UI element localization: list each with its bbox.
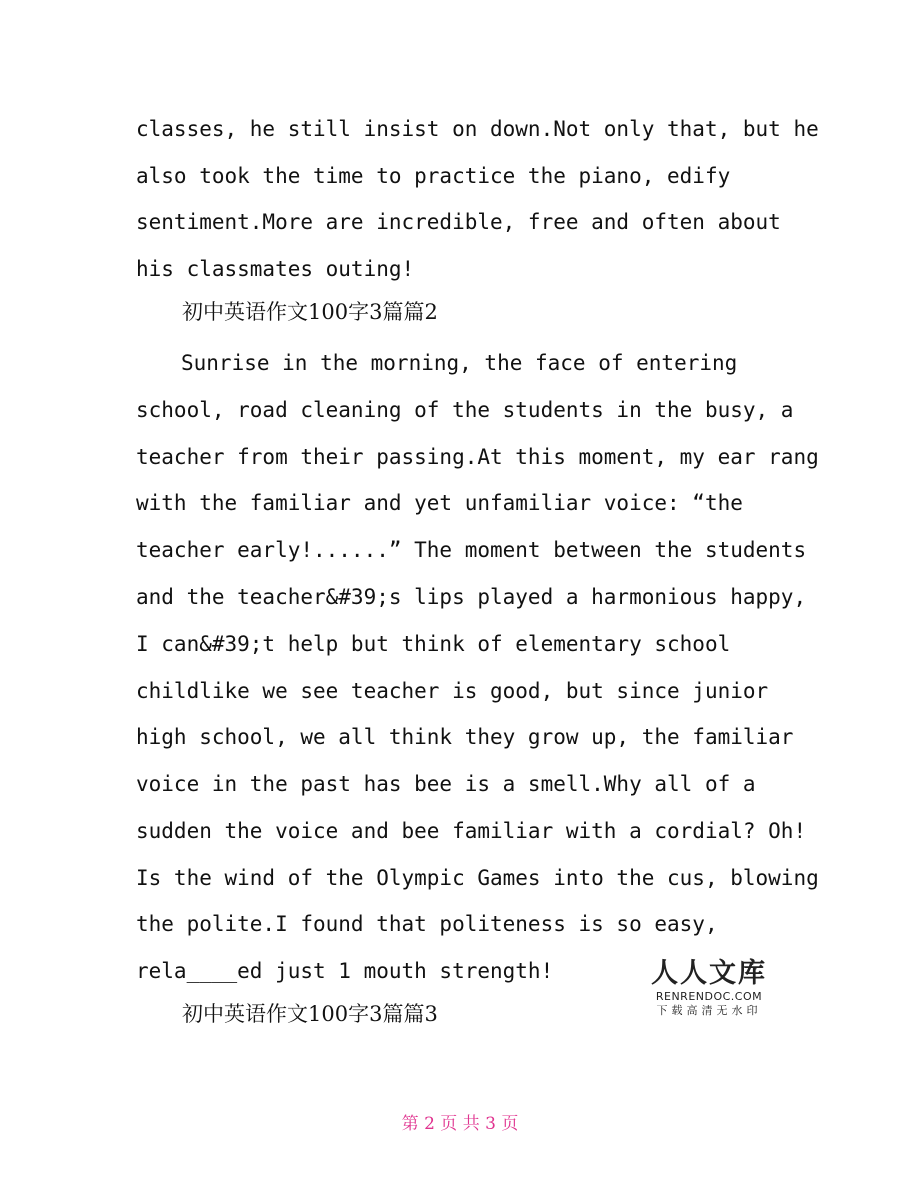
watermark-tagline: 下载高清无水印 [656,1004,762,1017]
paragraph-1-line: also took the time to practice the piano, edify [136,164,731,188]
paragraph-1-line: sentiment.More are incredible, free and often about [136,210,781,234]
paragraph-2-line: I can&#39;t help but think of elementary school [136,632,731,656]
section-heading-2: 初中英语作文100字3篇篇2 [182,300,438,324]
paragraph-2-line: sudden the voice and bee familiar with a cordial? Oh! [136,819,807,843]
paragraph-1-line: classes, he still insist on down.Not only that, but he [136,117,819,141]
paragraph-2-line: high school, we all think they grow up, the familiar [136,725,794,749]
paragraph-1-line: his classmates outing! [136,257,415,281]
paragraph-2-line: Sunrise in the morning, the face of entering [181,351,738,375]
paragraph-2-line: Is the wind of the Olympic Games into the cus, blowing [136,866,819,890]
page-number-footer: 第 2 页 共 3 页 [401,1114,519,1134]
watermark-logo [646,958,772,1018]
paragraph-2-line: teacher early!......” The moment between the students [136,538,807,562]
paragraph-2-line: with the familiar and yet unfamiliar voice: “the [136,491,743,515]
section-heading-3: 初中英语作文100字3篇篇3 [182,1002,438,1026]
paragraph-2-line: rela____ed just 1 mouth strength! [136,959,554,983]
watermark-title: 人人文库 [651,958,767,989]
watermark-url: RENRENDOC.COM [655,990,763,1003]
paragraph-2-line: and the teacher&#39;s lips played a harmonious happy, [136,585,807,609]
paragraph-2-line: voice in the past has bee is a smell.Why all of a [136,772,756,796]
paragraph-2-line: school, road cleaning of the students in the busy, a [136,398,794,422]
paragraph-2-line: childlike we see teacher is good, but since junior [136,679,769,703]
paragraph-2-line: teacher from their passing.At this moment, my ear rang [136,445,819,469]
paragraph-2-line: the polite.I found that politeness is so easy, [136,912,718,936]
